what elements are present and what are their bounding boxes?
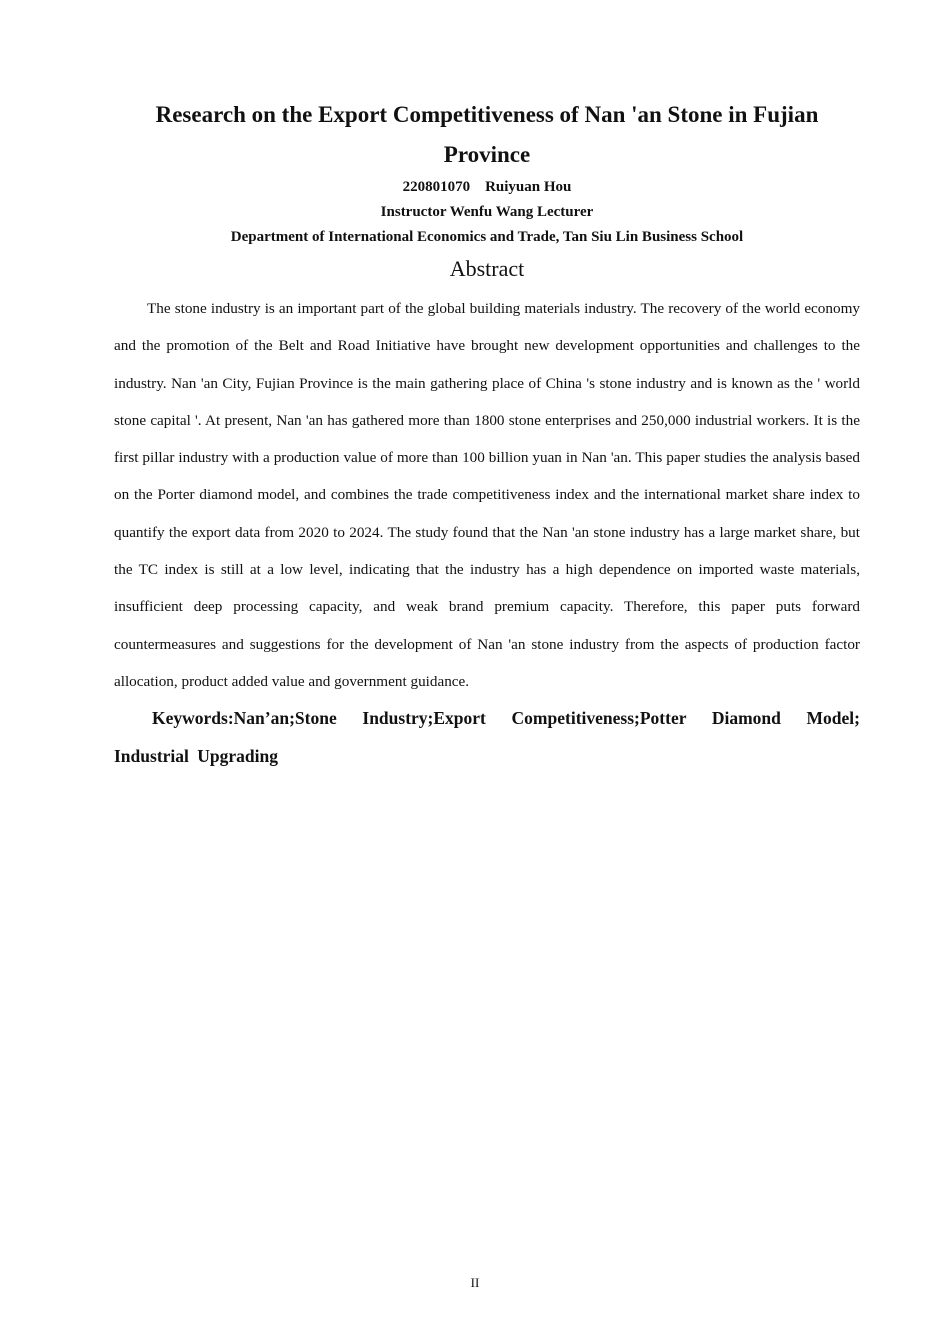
department-line: Department of International Economics and Trade, Tan Siu Lin Business School	[230, 229, 744, 245]
instructor-line: Instructor Wenfu Wang Lecturer	[380, 204, 594, 220]
paper-page	[114, 95, 860, 775]
keywords: Keywords:Nan’an;Stone Industry;Export Competitiveness;Potter Diamond Model; Industrial Upgrading	[114, 708, 860, 766]
author-line: 220801070 Ruiyuan Hou	[402, 179, 572, 195]
page-number: II	[470, 1275, 480, 1290]
abstract-body: The stone industry is an important part of the global building materials industry. The recovery of the world economy and the promotion of the Belt and Road Initiative have brought new development opportunities and challenges to the industry. Nan 'an City, Fujian Province is the main gathering place of China 's stone industry and is known as the ' world stone capital '. At present, Nan 'an has gathered more than 1800 stone enterprises and 250,000 industrial workers. It is the first pillar industry with a production value of more than 100 billion yuan in Nan 'an. This paper studies the analysis based on the Porter diamond model, and combines the trade competitiveness index and the international market share index to quantify the export data from 2020 to 2024. The study found that the Nan 'an stone industry has a large market share, but the TC index is still at a low level, indicating that the industry has a high dependence on imported waste materials, insufficient deep processing capacity, and weak brand premium capacity. Therefore, this paper puts forward countermeasures and suggestions for the development of Nan 'an stone industry from the aspects of production factor allocation, product added value and government guidance.	[114, 300, 860, 690]
abstract-heading: Abstract	[449, 256, 525, 281]
paper-title: Research on the Export Competitiveness of Nan 'an Stone in Fujian Province	[155, 102, 819, 167]
